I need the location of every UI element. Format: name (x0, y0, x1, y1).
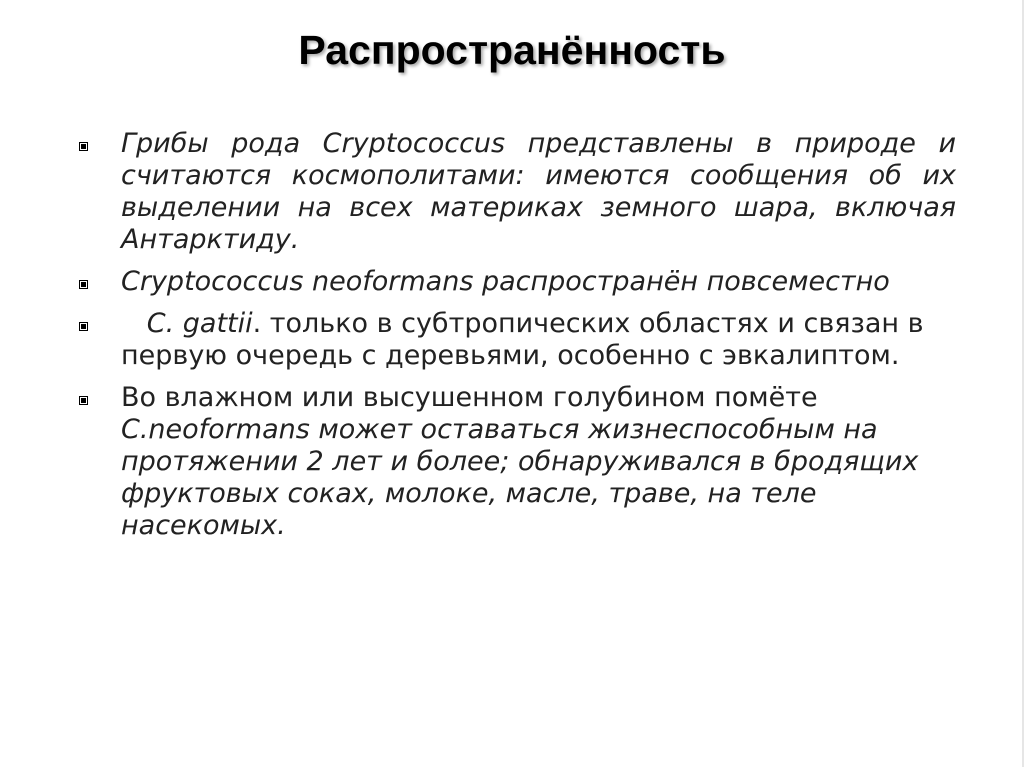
bullet-item-pigeon-droppings (76, 382, 956, 542)
bullet-text: Грибы рода Cryptococcus представлены в природе и считаются космополитами: имеются сообщения об их выделении на всех материках земного шара, включая Антарктиду. (121, 128, 956, 255)
bullet-text: . только в субтропических областях и связан в первую очередь с деревьями, особенно с эвкалиптом. (121, 308, 924, 371)
bullet-text-intro: Во влажном или высушенном голубином помёте (121, 382, 818, 413)
slide-title: Распространённость (298, 27, 726, 73)
bullet-species-name: C. gattii (121, 308, 253, 339)
bullet-text: Cryptococcus neoformans распространён повсеместно (121, 266, 890, 297)
bullet-list (76, 128, 956, 542)
bullet-text: C.neoformans может оставаться жизнеспособным на протяжении 2 лет и более; обнаруживался в бродящих фруктовых соках, молоке, масле, траве, на теле насекомых. (121, 414, 919, 541)
bullet-item-neoformans-distribution (76, 266, 956, 298)
square-bullet-icon (79, 142, 88, 151)
square-bullet-icon (79, 280, 88, 289)
square-bullet-icon (79, 322, 88, 331)
square-bullet-icon (79, 396, 88, 405)
bullet-item-gattii-distribution (76, 308, 956, 372)
bullet-item-cryptococcus-distribution (76, 128, 956, 256)
